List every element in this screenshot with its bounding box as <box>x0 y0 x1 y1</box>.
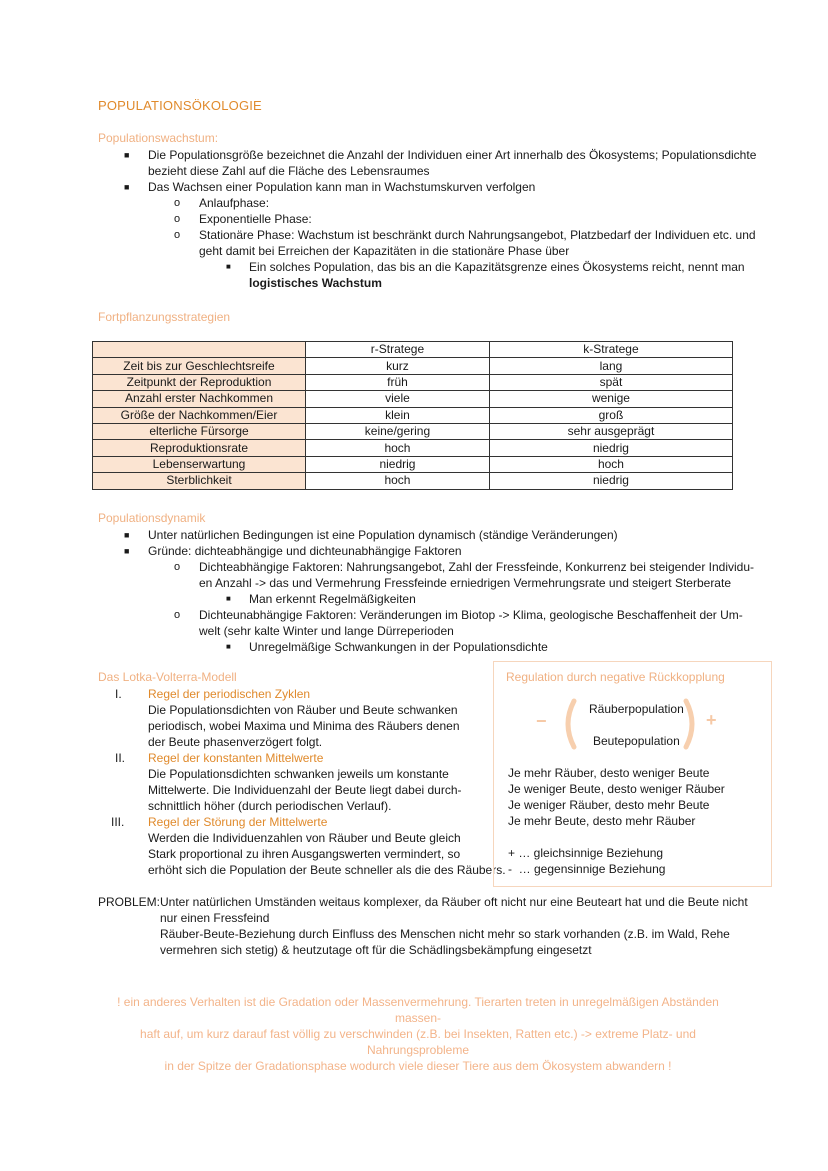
wachstum-bullet-1: Die Populationsgröße bezeichnet die Anzahl der Individuen einer Art innerhalb des Ökosystems; Populationsdichte <box>148 148 757 162</box>
bullet-icon: ■ <box>124 150 130 160</box>
cell-r: niedrig <box>306 456 490 472</box>
table-row <box>93 473 733 489</box>
cell-k: sehr ausgeprägt <box>489 423 732 439</box>
wachstum-sub-sub-1: Ein solches Population, das bis an die Kapazitätsgrenze eines Ökosystems reicht, nennt man <box>249 260 745 274</box>
dynamik-bullet-2: Gründe: dichteabhängige und dichteunabhängige Faktoren <box>148 544 462 558</box>
section-heading-strategien: Fortpflanzungsstrategien <box>98 310 231 324</box>
rule-3-text: Stark proportional zu ihren Ausgangswerten vermindert, so <box>148 847 461 861</box>
roman-numeral: III. <box>111 815 125 829</box>
circle-bullet-icon: o <box>174 197 181 209</box>
rule-2-text: schnittlich höher (durch periodischen Verlauf). <box>148 799 392 813</box>
table-corner-cell <box>93 342 306 358</box>
row-label: Sterblichkeit <box>93 473 306 489</box>
section-heading-dynamik: Populationsdynamik <box>98 511 206 525</box>
wachstum-sub-2: Exponentielle Phase: <box>199 212 312 226</box>
table-row <box>93 423 733 439</box>
note-line: haft auf, um kurz darauf fast völlig zu verschwinden (z.B. bei Insekten, Ratten etc.) -> extreme Platz- und Nahrungsprobleme <box>140 1027 696 1057</box>
table-row <box>93 407 733 423</box>
cell-k: lang <box>489 358 732 374</box>
regulation-heading: Regulation durch negative Rückkopplung <box>506 670 725 684</box>
bullet-icon: ■ <box>124 182 130 192</box>
strategy-table <box>92 341 733 490</box>
square-bullet-icon: ■ <box>226 594 231 603</box>
circle-bullet-icon: o <box>174 229 181 241</box>
cell-k: wenige <box>489 391 732 407</box>
wachstum-sub-3: Stationäre Phase: Wachstum ist beschränkt durch Nahrungsangebot, Platzbedarf der Individuen etc. und <box>199 228 756 242</box>
roman-numeral: I. <box>115 687 122 701</box>
table-row <box>93 440 733 456</box>
rule-heading-2: Regel der konstanten Mittelwerte <box>148 751 324 765</box>
dynamik-sub-2: Dichteunabhängige Faktoren: Veränderungen im Biotop -> Klima, geologische Beschaffenheit der Um- <box>199 608 743 622</box>
minus-sign: − <box>536 711 547 731</box>
cell-r: früh <box>306 374 490 390</box>
wachstum-sub-3-cont: geht damit bei Erreichen der Kapazitäten in die stationäre Phase über <box>199 244 570 258</box>
regulation-line: Je mehr Beute, desto mehr Räuber <box>508 814 696 828</box>
roman-numeral: II. <box>115 751 126 765</box>
page-title: POPULATIONSÖKOLOGIE <box>98 98 262 113</box>
legend-plus: + … gleichsinnige Beziehung <box>508 846 664 860</box>
cell-k: niedrig <box>489 473 732 489</box>
wachstum-bullet-1-cont: bezieht diese Zahl auf die Fläche des Lebensraumes <box>148 164 430 178</box>
cell-k: groß <box>489 407 732 423</box>
rule-3-text: erhöht sich die Population der Beute schneller als die des Räubers. <box>148 863 506 877</box>
cell-k: spät <box>489 374 732 390</box>
section-heading-wachstum: Populationswachstum: <box>98 131 219 145</box>
cell-r: keine/gering <box>306 423 490 439</box>
dynamik-sub-1-cont: en Anzahl -> das und Vermehrung Fressfeinde erniedrigen Vermehrungsrate und steigert Sterberate <box>199 576 731 590</box>
cell-r: klein <box>306 407 490 423</box>
wachstum-term-logistisch: logistisches Wachstum <box>249 276 382 290</box>
problem-text: nur einen Fressfeind <box>160 911 270 925</box>
row-label: elterliche Fürsorge <box>93 423 306 439</box>
dynamik-sub-2-cont: welt (sehr kalte Winter und lange Dürreperioden <box>199 624 454 638</box>
bullet-icon: ■ <box>124 546 130 556</box>
table-row <box>93 374 733 390</box>
row-label: Zeit bis zur Geschlechtsreife <box>93 358 306 374</box>
table-row <box>93 456 733 472</box>
table-header-row <box>93 342 733 358</box>
cell-r: viele <box>306 391 490 407</box>
rule-3-text: Werden die Individuenzahlen von Räuber und Beute gleich <box>148 831 461 845</box>
problem-label: PROBLEM: <box>98 895 161 909</box>
regulation-line: Je weniger Beute, desto weniger Räuber <box>508 782 725 796</box>
column-header-r: r-Stratege <box>306 342 490 358</box>
row-label: Lebenserwartung <box>93 456 306 472</box>
raeuber-label: Räuberpopulation <box>589 702 684 716</box>
rule-heading-3: Regel der Störung der Mittelwerte <box>148 815 328 829</box>
gradation-note <box>98 994 738 1074</box>
rule-2-text: Mittelwerte. Die Individuenzahl der Beute liegt dabei durch- <box>148 783 462 797</box>
note-line: ! ein anderes Verhalten ist die Gradation oder Massenvermehrung. Tierarten treten in unregelmäßigen Abständen massen- <box>117 995 719 1025</box>
cell-k: hoch <box>489 456 732 472</box>
dynamik-sub-sub-2: Unregelmäßige Schwankungen in der Populationsdichte <box>249 640 548 654</box>
regulation-line: Je mehr Räuber, desto weniger Beute <box>508 766 710 780</box>
square-bullet-icon: ■ <box>226 642 231 651</box>
circle-bullet-icon: o <box>174 213 181 225</box>
rule-2-text: Die Populationsdichten schwanken jeweils um konstante <box>148 767 449 781</box>
cell-k: niedrig <box>489 440 732 456</box>
section-heading-lotka: Das Lotka-Volterra-Modell <box>98 670 237 684</box>
beute-label: Beutepopulation <box>593 734 680 748</box>
circle-bullet-icon: o <box>174 561 181 573</box>
wachstum-sub-1: Anlaufphase: <box>199 196 270 210</box>
problem-text: Räuber-Beute-Beziehung durch Einfluss des Menschen nicht mehr so stark vorhanden (z.B. im Wald, Rehe <box>160 927 730 941</box>
row-label: Reproduktionsrate <box>93 440 306 456</box>
column-header-k: k-Stratege <box>489 342 732 358</box>
dynamik-sub-sub-1: Man erkennt Regelmäßigkeiten <box>249 592 416 606</box>
row-label: Größe der Nachkommen/Eier <box>93 407 306 423</box>
cell-r: hoch <box>306 473 490 489</box>
row-label: Zeitpunkt der Reproduktion <box>93 374 306 390</box>
table-row <box>93 391 733 407</box>
table-row <box>93 358 733 374</box>
legend-minus: - … gegensinnige Beziehung <box>508 862 666 876</box>
problem-text: vermehren sich stetig) & heutzutage oft für die Schädlingsbekämpfung eingesetzt <box>160 943 592 957</box>
problem-text: Unter natürlichen Umständen weitaus komplexer, da Räuber oft nicht nur eine Beuteart hat und die Beute nicht <box>160 895 748 909</box>
regulation-line: Je weniger Räuber, desto mehr Beute <box>508 798 710 812</box>
cell-r: hoch <box>306 440 490 456</box>
rule-1-text: Die Populationsdichten von Räuber und Beute schwanken <box>148 703 458 717</box>
left-arc <box>568 701 574 747</box>
note-line: in der Spitze der Gradationsphase wodurch viele dieser Tiere aus dem Ökosystem abwandern ! <box>164 1059 672 1073</box>
right-arc <box>686 701 692 747</box>
row-label: Anzahl erster Nachkommen <box>93 391 306 407</box>
rule-1-text: periodisch, wobei Maxima und Minima des Räubers denen <box>148 719 460 733</box>
dynamik-bullet-1: Unter natürlichen Bedingungen ist eine Population dynamisch (ständige Veränderungen) <box>148 528 618 542</box>
rule-1-text: der Beute phasenverzögert folgt. <box>148 735 323 749</box>
wachstum-bullet-2: Das Wachsen einer Population kann man in Wachstumskurven verfolgen <box>148 180 536 194</box>
dynamik-sub-1: Dichteabhängige Faktoren: Nahrungsangebot, Zahl der Fressfeinde, Konkurrenz bei steigender Individu- <box>199 560 754 574</box>
square-bullet-icon: ■ <box>226 262 231 271</box>
rule-heading-1: Regel der periodischen Zyklen <box>148 687 311 701</box>
bullet-icon: ■ <box>124 530 130 540</box>
circle-bullet-icon: o <box>174 609 181 621</box>
cell-r: kurz <box>306 358 490 374</box>
plus-sign: + <box>706 710 717 730</box>
